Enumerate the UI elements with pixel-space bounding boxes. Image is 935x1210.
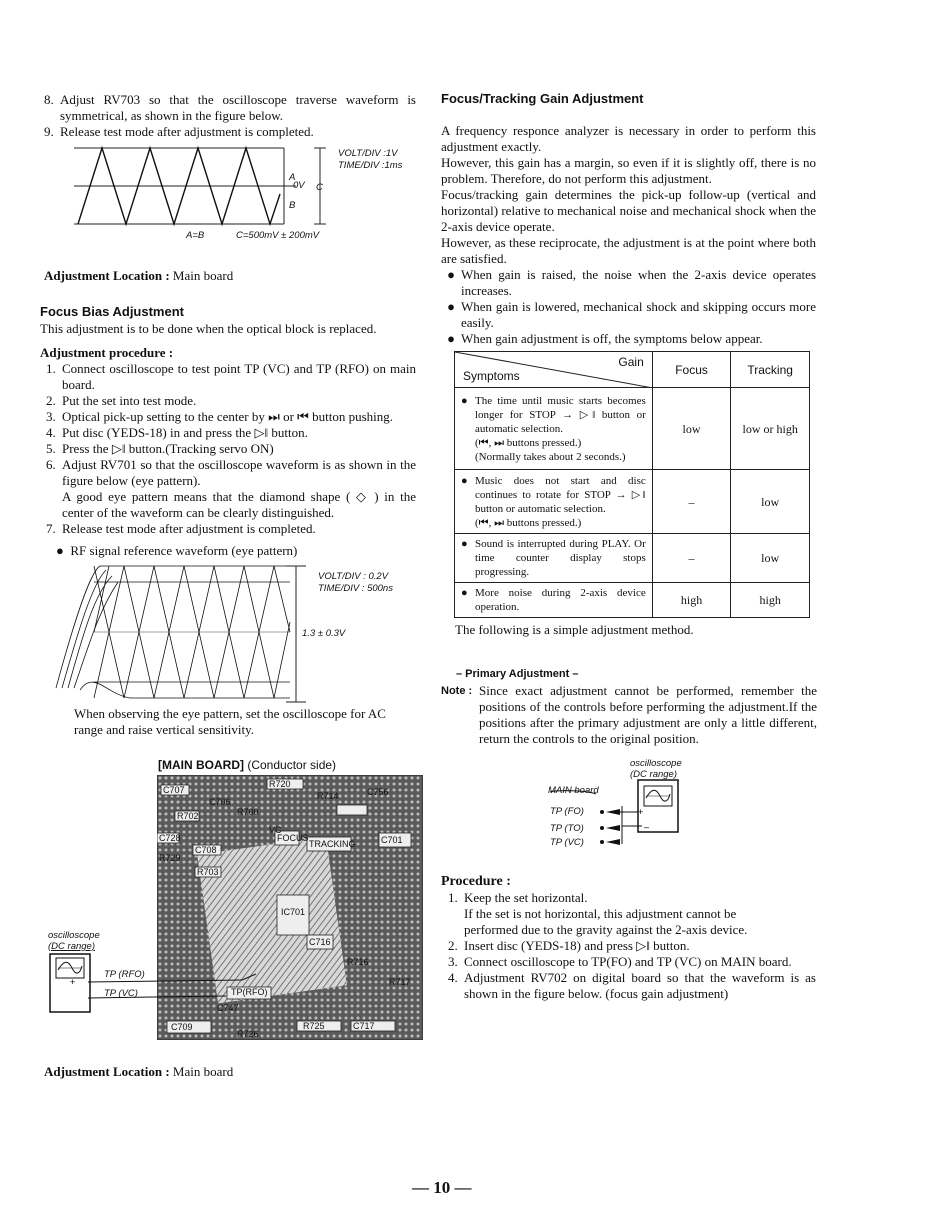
eye-pattern-figure [54, 562, 314, 708]
paragraph: However, this gain has a margin, so even if it is slightly off, there is no problem. Therefore, do not perform this adjustment. [441, 155, 816, 186]
list-item: 3. Optical pick-up setting to the center by ⏭ or ⏮ button pushing. [46, 409, 394, 424]
pcb-label: R714 [317, 791, 339, 801]
list-item: 4. Adjustment RV702 on digital board so that the waveform is as shown in the figure below. (focus gain adjustment) [448, 970, 816, 1001]
procedure-heading: Adjustment procedure : [40, 345, 174, 360]
primary-adjustment-heading: – Primary Adjustment – [456, 668, 579, 680]
procedure-steps-right [448, 890, 816, 1002]
list-item: ● When gain is raised, the noise when the 2-axis device operates increases. [441, 267, 816, 299]
focus-bias-intro: This adjustment is to be done when the optical block is replaced. [40, 321, 377, 336]
pcb-label: R720 [269, 779, 291, 789]
table-row: ● Music does not start and disc continues to rotate for STOP → ▷ǁ button or automatic selection. (⏮, ⏭ buttons pressed.) – low [455, 470, 810, 534]
pcb-label: R703 [197, 867, 219, 877]
tp-fo-label: TP (FO) [550, 806, 584, 817]
pcb-label: C708 [195, 845, 217, 855]
list-item: 9. Release test mode after adjustment is completed. [44, 124, 314, 139]
osc-label-right: oscilloscope (DC range) [630, 758, 682, 780]
bullet-icon: ● [447, 299, 455, 314]
pcb-label: C701 [381, 835, 403, 845]
adjustment-location-2: Adjustment Location : Main board [44, 1064, 234, 1079]
focus-bias-steps [46, 361, 416, 537]
label-a: A [289, 172, 296, 183]
tp-to-label: TP (TO) [550, 823, 584, 834]
tp-vc-label: TP (VC) [104, 988, 138, 999]
symptoms-gain-header: Gain Symptoms [455, 352, 653, 388]
focus-bias-heading: Focus Bias Adjustment [40, 304, 184, 319]
main-board-label: MAIN board [548, 785, 599, 796]
list-item: 5. Press the ▷ǁ button.(Tracking servo ON) [46, 441, 274, 456]
eye-observe-note: When observing the eye pattern, set the oscilloscope for AC range and raise vertical sensitivity. [74, 706, 386, 737]
pcb-label: R702 [177, 811, 199, 821]
svg-text:+: + [638, 807, 644, 817]
pcb-label: C728 [159, 833, 181, 843]
pcb-label: FOCUS [277, 833, 309, 843]
pcb-label: R717 [389, 977, 411, 987]
wave2-settings: VOLT/DIV : 0.2V TIME/DIV : 500ns [318, 571, 393, 594]
pcb-label: C717 [353, 1021, 375, 1031]
column-focus: Focus [652, 352, 731, 388]
osc-connection-right [546, 778, 680, 850]
pcb-label: C706 [209, 797, 231, 807]
svg-text:–: – [644, 822, 650, 832]
pcb-label: TRACKING [309, 839, 356, 849]
pcb-label: R725 [303, 1021, 325, 1031]
bullet-icon: ● [461, 474, 468, 487]
tp-vc-label-right: TP (VC) [550, 837, 584, 848]
page-number: — 10 — [412, 1178, 472, 1197]
gain-symptom-table [454, 351, 810, 618]
list-item: If the set is not horizontal, this adjustment cannot be performed due to the gravity against the 2-axis device. [464, 906, 748, 937]
focus-tracking-heading: Focus/Tracking Gain Adjustment [441, 91, 644, 106]
bullet-icon: ● [56, 543, 64, 558]
pcb-label: R716 [347, 957, 369, 967]
list-item: ● When gain is lowered, mechanical shock and skipping occurs more easily. [441, 299, 816, 331]
list-item: 3. Connect oscilloscope to TP(FO) and TP (VC) on MAIN board. [448, 954, 792, 969]
pcb-label: C756 [367, 787, 389, 797]
osc-label-left: oscilloscope (DC range) [48, 930, 100, 952]
pcb-label: IC701 [281, 907, 306, 917]
pcb-label: C747 [217, 1003, 239, 1013]
list-item: 8. Adjust RV703 so that the oscilloscope traverse waveform is symmetrical, as shown in the figure below. [44, 92, 416, 123]
adjustment-location-1: Adjustment Location : Main board [44, 268, 234, 283]
bullet-icon: ● [461, 587, 468, 599]
paragraph: However, as these reciprocate, the adjustment is at the point where both are satisfied. [441, 235, 816, 266]
pcb-label: R729 [159, 853, 181, 863]
paragraph: A frequency responce analyzer is necessary in order to perform this adjustment exactly. [441, 123, 816, 154]
bullet-icon: ● [461, 538, 468, 550]
pcb-label: R726 [237, 1029, 259, 1039]
wave2-amplitude: 1.3 ± 0.3V [302, 628, 346, 639]
table-header-row [455, 352, 810, 388]
list-item: 1. Connect oscilloscope to test point TP (VC) and TP (RFO) on main board. [46, 361, 416, 392]
pcb-label: R700 [237, 807, 259, 817]
main-board-title: [MAIN BOARD] (Conductor side) [158, 758, 337, 772]
list-item: 2. Put the set into test mode. [46, 393, 197, 408]
list-item: 1. Keep the set horizontal. [448, 890, 588, 905]
list-item: 2. Insert disc (YEDS-18) and press ▷ǁ button. [448, 938, 690, 953]
tp-rfo-label: TP (RFO) [104, 969, 145, 980]
bullet-icon: ● [447, 267, 455, 282]
rf-bullet: ● RF signal reference waveform (eye pattern) [56, 543, 298, 558]
osc-connection-left [46, 952, 286, 1016]
label-c: C [316, 182, 323, 193]
note-block: Note : Since exact adjustment cannot be performed, remember the positions of the controls before performing the adjustment.If the positions after the primary adjustment are only a little different, return the controls to the original position. [441, 683, 817, 746]
label-a-equals-b: A=B [186, 230, 205, 241]
steps-8-9 [44, 92, 416, 140]
pcb-label: C716 [309, 937, 331, 947]
wave1-settings: VOLT/DIV :1V TIME/DIV :1ms [338, 148, 403, 171]
label-c-value: C=500mV ± 200mV [236, 230, 320, 241]
list-item: 7. Release test mode after adjustment is completed. [46, 521, 316, 536]
table-row: ● The time until music starts becomes longer for STOP → ▷ǁ button or automatic selection. (⏮, ⏭ buttons pressed.) (Normally takes about 2 seconds.) low low or high [455, 388, 810, 470]
pcb-label: C709 [171, 1022, 193, 1032]
gain-intro [441, 123, 816, 347]
list-item: 6. Adjust RV701 so that the oscilloscope waveform is as shown in the figure below (eye pattern). [46, 457, 416, 488]
svg-text:+: + [70, 977, 76, 987]
bullet-icon: ● [461, 394, 468, 407]
pcb-label: TP(RFO) [231, 987, 268, 997]
label-0v: 0V [293, 180, 305, 191]
after-table-note: The following is a simple adjustment method. [455, 622, 694, 637]
paragraph: Focus/tracking gain determines the pick-up follow-up (vertical and horizontal) relative to mechanical noise and mechanical shock when the 2-axis device operate. [441, 187, 816, 234]
eye-note: A good eye pattern means that the diamond shape ( ◇ ) in the center of the waveform can be clearly distinguished. [62, 489, 416, 520]
list-item: 4. Put disc (YEDS-18) in and press the ▷ǁ button. [46, 425, 308, 440]
pcb-label: C707 [163, 785, 185, 795]
table-row: ● Sound is interrupted during PLAY. Or time counter display stops progressing. – low [455, 534, 810, 583]
pcb-label: VC [269, 825, 282, 835]
bullet-icon: ● [447, 331, 455, 346]
procedure-heading-right: Procedure : [441, 874, 511, 889]
label-b: B [289, 200, 296, 211]
column-tracking: Tracking [731, 352, 810, 388]
table-row: ● More noise during 2-axis device operation. high high [455, 583, 810, 618]
list-item: ● When gain adjustment is off, the symptoms below appear. [441, 331, 816, 347]
